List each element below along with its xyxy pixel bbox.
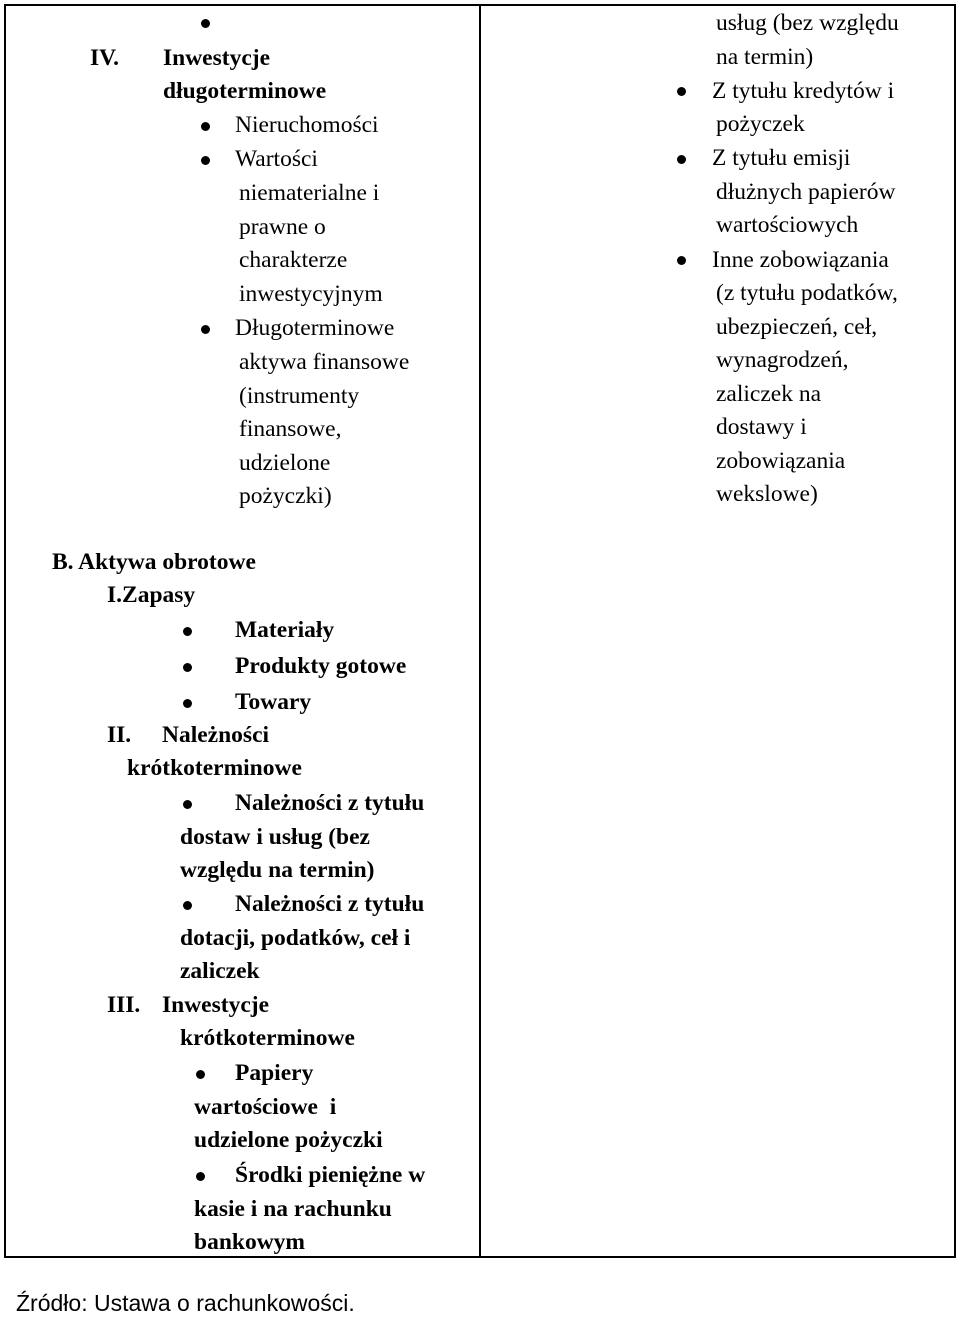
zapasy-item: Towary [235,689,312,715]
continued-line: na termin) [716,44,814,70]
bullet-icon [201,122,210,131]
list-item-line: ubezpieczeń, ceł, [716,314,878,340]
inwestycje-item-line: kasie i na rachunku [194,1196,392,1222]
bullet-icon [183,627,192,636]
bullet-icon [196,1070,205,1079]
zapasy-item: Produkty gotowe [235,653,407,679]
list-item-line: wartościowych [716,212,859,238]
naleznosci-item-line: względu na termin) [180,857,375,883]
list-item-line: pożyczki) [239,483,332,509]
inwestycje-heading-line: Inwestycje [162,992,270,1018]
bullet-icon [677,155,686,164]
inwestycje-heading-line: krótkoterminowe [180,1025,355,1051]
section-iv-heading-line: Inwestycje [163,45,271,71]
naleznosci-item-line: dostaw i usług (bez [180,824,370,850]
list-item-line: (z tytułu podatków, [716,280,898,306]
bullet-icon [201,325,210,334]
list-item-line: charakterze [239,247,348,273]
zapasy-heading: I.Zapasy [107,582,196,608]
list-item-line: Z tytułu kredytów i [712,78,895,104]
naleznosci-item-line: Należności z tytułu [235,891,425,917]
inwestycje-roman: III. [107,992,141,1018]
zapasy-item: Materiały [235,617,335,643]
list-item-line: dłużnych papierów [716,179,896,205]
source-note: Źródło: Ustawa o rachunkowości. [16,1290,355,1316]
list-item-line: dostawy i [716,414,807,440]
table-border-middle [479,4,481,1258]
table-border-left [4,4,6,1258]
empty-bullet-icon [201,19,210,28]
list-item-line: zobowiązania [716,448,846,474]
list-item-line: pożyczek [716,111,805,137]
inwestycje-item-line: wartościowe i [194,1094,337,1120]
list-item-line: Inne zobowiązania [712,247,889,273]
list-item-line: inwestycyjnym [239,281,383,307]
list-item-line: niematerialne i [239,180,380,206]
list-item-line: Z tytułu emisji [712,145,851,171]
list-item-line: aktywa finansowe [239,349,410,375]
table-border-right [954,4,956,1258]
bullet-icon [677,256,686,265]
section-b-heading: B. Aktywa obrotowe [52,549,256,575]
list-item-line: (instrumenty [239,383,360,409]
section-iv-roman: IV. [90,45,119,71]
list-item-line: finansowe, [239,416,342,442]
naleznosci-heading-line: Należności [162,722,270,748]
list-item-line: zaliczek na [716,381,822,407]
bullet-icon [183,800,192,809]
list-item-line: wekslowe) [716,481,818,507]
naleznosci-item-line: Należności z tytułu [235,790,425,816]
bullet-icon [183,901,192,910]
list-item-line: prawne o [239,214,326,240]
bullet-icon [201,156,210,165]
bullet-icon [196,1172,205,1181]
bullet-icon [677,87,686,96]
naleznosci-item-line: dotacji, podatków, ceł i [180,925,411,951]
list-item-line: wynagrodzeń, [716,347,849,373]
list-item-line: Długoterminowe [235,315,395,341]
inwestycje-item-line: Środki pieniężne w [235,1162,426,1188]
list-item-line: Wartości [235,146,318,172]
inwestycje-item-line: Papiery [235,1060,314,1086]
naleznosci-heading-line: krótkoterminowe [127,755,302,781]
list-item-line: Nieruchomości [235,112,379,138]
list-item-line: udzielone [239,450,331,476]
bullet-icon [183,663,192,672]
continued-line: usług (bez względu [716,10,899,36]
inwestycje-item-line: udzielone pożyczki [194,1127,383,1153]
naleznosci-item-line: zaliczek [180,958,260,984]
naleznosci-roman: II. [107,722,132,748]
bullet-icon [183,699,192,708]
inwestycje-item-line: bankowym [194,1229,306,1255]
section-iv-heading-line: długoterminowe [163,78,327,104]
